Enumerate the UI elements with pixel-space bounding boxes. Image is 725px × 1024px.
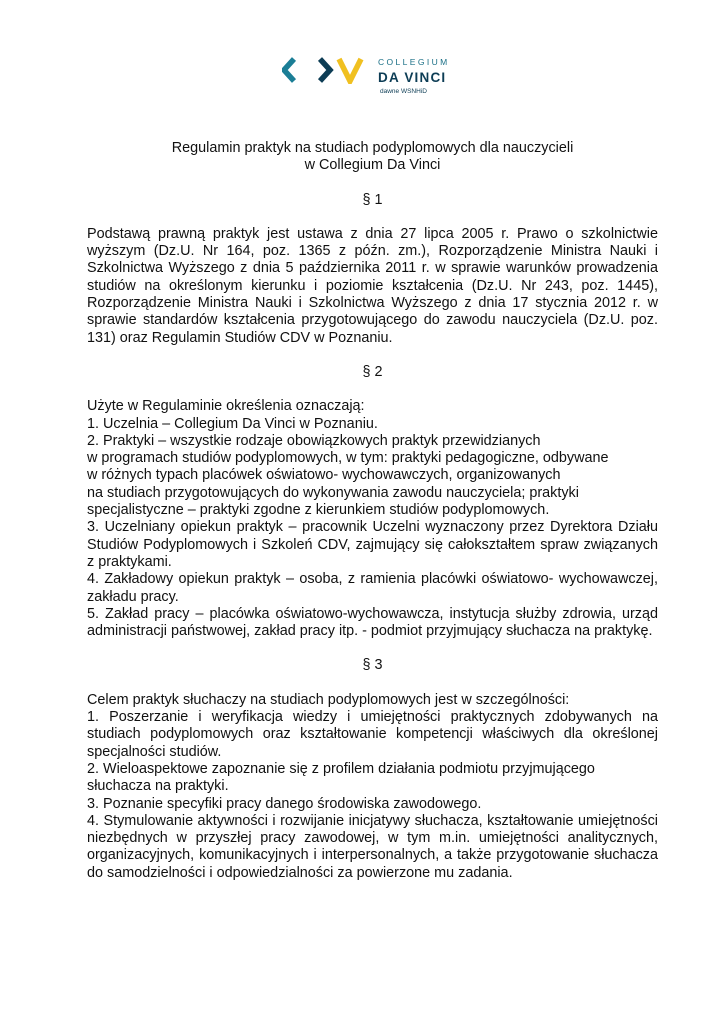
- document-title-line-2: w Collegium Da Vinci: [304, 157, 441, 174]
- section-2-item-3: 3. Uczelniany opiekun praktyk – pracownik Uczelni wyznaczony przez Dyrektora Działu Studiów Podyplomowych i Szkoleń CDV, zajmujący się całokształtem spraw związanych z praktykami.: [87, 519, 658, 570]
- section-2-item-2-line-4: na studiach przygotowujących do wykonywania zawodu nauczyciela; praktyki: [87, 484, 579, 501]
- section-1-heading: § 1: [362, 191, 383, 208]
- section-1-text: Podstawą prawną praktyk jest ustawa z dnia 27 lipca 2005 r. Prawo o szkolnictwie wyższym (Dz.U. Nr 164, poz. 1365 z późn. zm.), Rozporządzenie Ministra Nauki i Szkolnictwa Wyższego z dnia 5 października 2011 r. w sprawie warunków prowadzenia studiów na określonym kierunku i poziomie kształcenia (Dz.U. Nr 243, poz. 1445), Rozporządzenie Ministra Nauki i Szkolnictwa Wyższego z dnia 17 stycznia 2012 r. w sprawie standardów kształcenia przygotowującego do zawodu nauczyciela (Dz.U. poz. 131) oraz Regulamin Studiów CDV w Poznaniu.: [87, 225, 658, 346]
- section-3-intro: Celem praktyk słuchaczy na studiach podyplomowych jest w szczególności:: [87, 691, 570, 708]
- cdv-mark-icon: [282, 56, 372, 84]
- section-2-item-2-line-2: w programach studiów podyplomowych, w tym: praktyki pedagogiczne, odbywane: [87, 450, 609, 467]
- section-2-item-2-line-5: specjalistyczne – praktyki zgodne z kierunkiem studiów podyplomowych.: [87, 502, 550, 519]
- section-3-item-1: 1. Poszerzanie i weryfikacja wiedzy i umiejętności praktycznych zdobywanych na studiach podyplomowych oraz kształtowanie kompetencji właściwych dla określonej specjalności studiów.: [87, 709, 658, 760]
- section-2-item-5: 5. Zakład pracy – placówka oświatowo-wychowawcza, instytucja służby zdrowia, urząd administracji państwowej, zakład pracy itp. - podmiot przyjmujący słuchacza na praktykę.: [87, 605, 658, 640]
- section-3-item-2-line-2: słuchacza na praktyki.: [87, 778, 229, 795]
- section-3-item-2-line-1: 2. Wieloaspektowe zapoznanie się z profilem działania podmiotu przyjmującego: [87, 760, 595, 777]
- section-2-item-1: 1. Uczelnia – Collegium Da Vinci w Poznaniu.: [87, 415, 378, 432]
- document-title-line-1: Regulamin praktyk na studiach podyplomowych dla nauczycieli: [171, 140, 574, 156]
- section-2-item-2-line-3: w różnych typach placówek oświatowo- wychowawczych, organizowanych: [87, 467, 561, 484]
- section-2-item-4: 4. Zakładowy opiekun praktyk – osoba, z ramienia placówki oświatowo- wychowawczej, zakładu pracy.: [87, 571, 658, 605]
- section-2-item-2-line-1: 2. Praktyki – wszystkie rodzaje obowiązkowych praktyk przewidzianych: [87, 432, 541, 449]
- logo-former-name: dawne WSNHiD: [380, 88, 427, 95]
- regulation-document: [87, 140, 658, 882]
- logo-wordmark: [378, 56, 450, 96]
- section-3-item-3: 3. Poznanie specyfiki pracy danego środowiska zawodowego.: [87, 795, 482, 812]
- section-2-intro: Użyte w Regulaminie określenia oznaczają:: [87, 398, 365, 415]
- logo-collegium: COLLEGIUM: [378, 57, 450, 67]
- section-2-heading: § 2: [362, 363, 383, 380]
- section-3-item-4: 4. Stymulowanie aktywności i rozwijanie inicjatywy słuchacza, kształtowanie umiejętności niezbędnych w przyszłej pracy zawodowej, w tym m.in. umiejętności analitycznych, organizacyjnych, komunikacyjnych i interpersonalnych, a także przygotowanie słuchacza do samodzielności i odpowiedzialności za powierzone mu zadania.: [87, 812, 658, 881]
- logo-da-vinci: DA VINCI: [378, 69, 447, 85]
- collegium-da-vinci-logo: [282, 56, 482, 96]
- section-3-heading: § 3: [362, 657, 383, 674]
